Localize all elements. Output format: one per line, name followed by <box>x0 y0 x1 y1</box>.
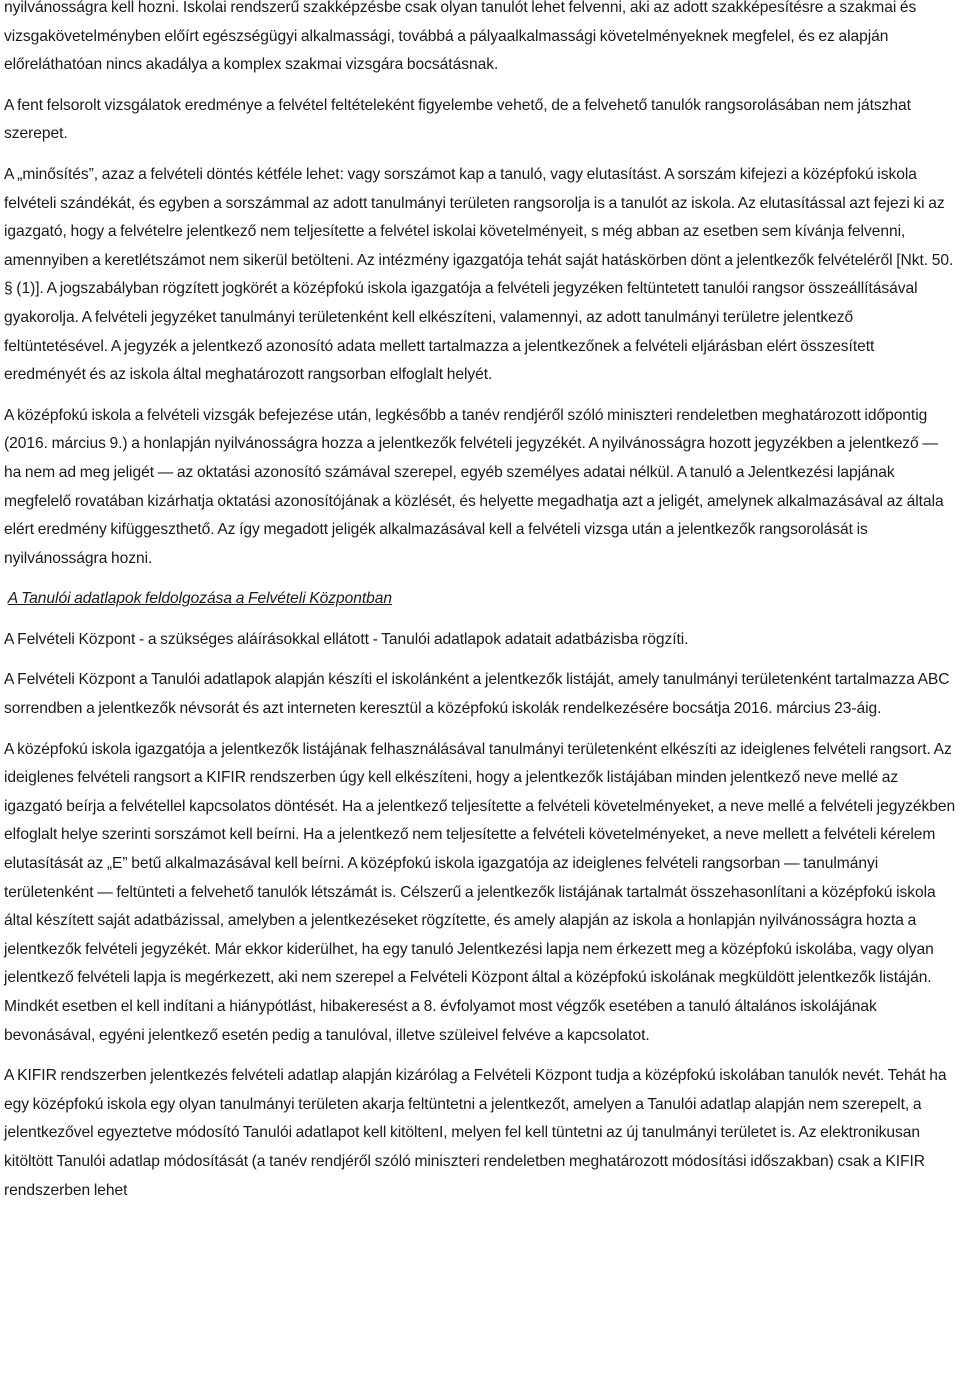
paragraph-data-entry: A Felvételi Központ - a szükséges aláírásokkal ellátott - Tanulói adatlapok adatait adatbázisba rögzíti. <box>4 630 689 648</box>
document-page <box>4 0 956 1217</box>
section-heading <box>4 585 956 614</box>
paragraph-provisional-ranking: A középfokú iskola igazgatója a jelentkezők listájának felhasználásával tanulmányi területenként elkészíti az ideiglenes felvételi rangsort. Az ideiglenes felvételi rangsort a KIFIR rendszerben úgy kell elkészíteni, hogy a jelentkezők listájában minden jelentkező neve mellé az igazgató beírja a felvétellel kapcsolatos döntését. Ha a jelentkező teljesítette a felvételi követelményeket, a neve mellé a felvételi jegyzékben elfoglalt helye szerinti sorszámot kell beírni. Ha a jelentkező nem teljesítette a felvételi követelményeket, a neve mellett a felvételi kérelem elutasítását az „E” betű alkalmazásával kell beírni. A középfokú iskola igazgatója az ideiglenes felvételi rangsorban — tanulmányi területenként — feltünteti a felvehető tanulók létszámát is. Célszerű a jelentkezők listájának tartalmát összehasonlítani a középfokú iskola által készített saját adatbázissal, amelyben a jelentkezéseket rögzítette, és amely alapján az iskola a honlapján nyilvánosságra hozta a jelentkezők felvételi jegyzékét. Már ekkor kiderülhet, ha egy tanuló Jelentkezési lapja nem érkezett meg a középfokú iskolába, vagy olyan jelentkező felvételi lapja is megérkezett, aki nem szerepel a Felvételi Központ által a középfokú iskolának megküldött jelentkezők listáján. Mindkét esetben el kell indítani a hiánypótlást, hibakeresést a 8. évfolyamot most végzők esetében a tanuló általános iskolájának bevonásával, egyéni jelentkező esetén pedig a tanulóval, illetve szüleivel felvéve a kapcsolatot. <box>4 740 956 1044</box>
paragraph-kifir-modification: A KIFIR rendszerben jelentkezés felvételi adatlap alapján kizárólag a Felvételi Központ tudja a középfokú iskolában tanulók nevét. Tehát ha egy középfokú iskola egy olyan tanulmányi területen akarja feltüntetni a jelentkezőt, amelyen a Tanulói adatlap alapján nem szerepelt, a jelentkezővel egyeztetve módosító Tanulói adatlapot kell kitöltenI, melyen fel kell tüntetni az új tanulmányi területet is. Az elektronikusan kitöltött Tanulói adatlap módosítását (a tanév rendjéről szóló miniszteri rendeletben meghatározott módosítási időszakban) csak a KIFIR rendszerben lehet <box>4 1067 947 1199</box>
paragraph-publication-of-list: A középfokú iskola a felvételi vizsgák befejezése után, legkésőbb a tanév rendjéről szóló miniszteri rendeletben meghatározott időpontig (2016. március 9.) a honlapján nyilvánosságra hozza a jelentkezők felvételi jegyzékét. A nyilvánosságra hozott jegyzékben a jelentkező — ha nem ad meg jeligét — az oktatási azonosító számával szerepel, egyéb személyes adatai nélkül. A tanuló a Jelentkezési lapjának megfelelő rovatában kizárhatja oktatási azonosítójának a közlését, és helyette megadhatja azt a jeligét, amelynek alkalmazásával az általa elért eredmény kifüggeszthető. Az így megadott jeligék alkalmazásával kell a felvételi vizsga után a jelentkezők rangsorolását is nyilvánosságra hozni. <box>4 406 944 567</box>
section-heading-text: A Tanulói adatlapok feldolgozása a Felvételi Központban <box>7 590 393 608</box>
paragraph-admission-eligibility: nyilvánosságra kell hozni. Iskolai rendszerű szakképzésbe csak olyan tanulót lehet felvenni, aki az adott szakképesítésre a szakmai és vizsgakövetelményben előírt egészségügyi alkalmassági, továbbá a pályaalkalmassági követelményeknek megfelel, és ez alapján előreláthatóan nincs akadálya a komplex szakmai vizsgára bocsátásnak. <box>4 0 917 74</box>
paragraph-qualification-decision: A „minősítés”, azaz a felvételi döntés kétféle lehet: vagy sorszámot kap a tanuló, vagy elutasítást. A sorszám kifejezi a középfokú iskola felvételi szándékát, és egyben a sorszámmal az adott tanulmányi területen rangsorolja is a tanulót az iskola. Az elutasítással azt fejezi ki az igazgató, hogy a felvételre jelentkező nem teljesítette a felvétel iskolai követelményeit, s még abban az esetben sem kívánja felvenni, amennyiben a keretlétszámot nem sikerül betölteni. Az intézmény igazgatója tehát saját hatáskörben dönt a jelentkezők felvételéről [Nkt. 50. § (1)]. A jogszabályban rögzített jogkörét a középfokú iskola igazgatója a felvételi jegyzéken feltüntetett tanulói rangsor összeállításával gyakorolja. A felvételi jegyzéket tanulmányi területenként kell elkészíteni, valamennyi, az adott tanulmányi területre jelentkező feltüntetésével. A jegyzék a jelentkező azonosító adata mellett tartalmazza a jelentkezőnek a felvételi eljárásban elért összesített eredményét és az iskola által meghatározott rangsorban elfoglalt helyét. <box>4 165 954 384</box>
paragraph-exam-results: A fent felsorolt vizsgálatok eredménye a felvétel feltételeként figyelembe vehető, de a felvehető tanulók rangsorolásában nem játszhat szerepet. <box>4 96 911 143</box>
paragraph-applicant-list: A Felvételi Központ a Tanulói adatlapok alapján készíti el iskolánként a jelentkezők listáját, amely tanulmányi területenként tartalmazza ABC sorrendben a jelentkezők névsorát és azt interneten keresztül a középfokú iskolák rendelkezésére bocsátja 2016. március 23-áig. <box>4 671 950 718</box>
